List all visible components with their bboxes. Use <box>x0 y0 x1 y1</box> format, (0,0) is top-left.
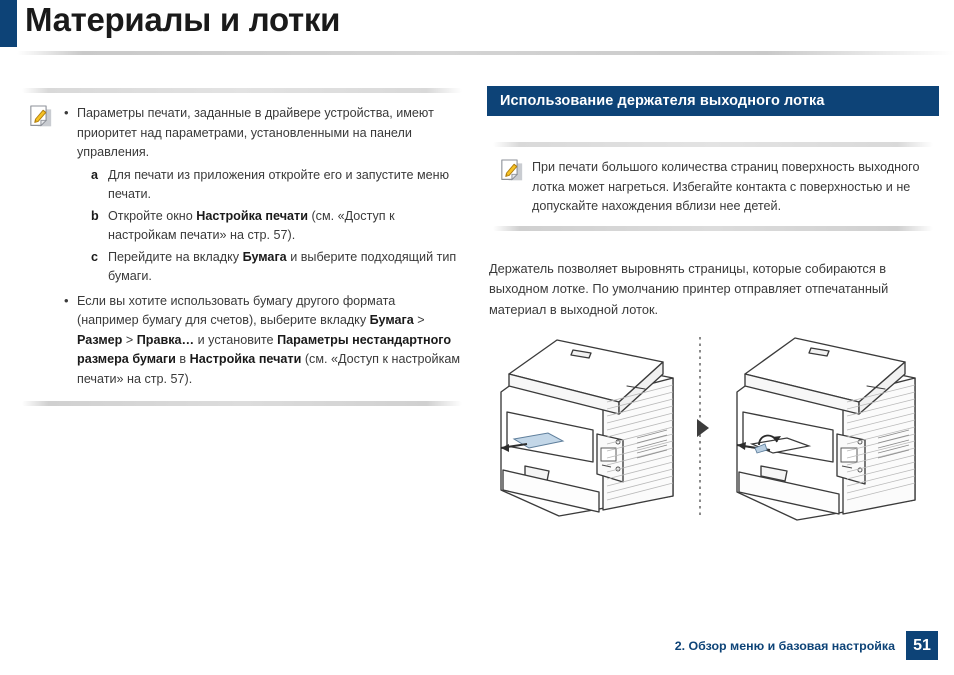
left-note-bullet-list <box>61 104 460 389</box>
emphasis: Бумага <box>369 313 414 328</box>
step-marker: a <box>91 167 99 182</box>
page-title: Материалы и лотки <box>25 1 341 38</box>
note-body <box>493 147 933 226</box>
body-paragraph: Держатель позволяет выровнять страницы, которые собираются в выходном лотке. По умолчанию принтер отправляет отпечатанный материал в выходной лоток. <box>489 260 889 317</box>
page-number-badge: 51 <box>906 631 938 660</box>
section-header-band <box>487 86 939 116</box>
step-marker: b <box>91 208 99 223</box>
list-item <box>61 292 460 390</box>
step-text: Перейдите на вкладку Бумага и выберите подходящий тип бумаги. <box>108 249 457 284</box>
left-note-box <box>16 76 468 416</box>
page-footer <box>675 631 938 660</box>
step-marker: c <box>91 249 99 264</box>
sub-step-list <box>77 166 460 287</box>
bullet-text: Параметры печати, заданные в драйвере устройства, имеют приоритет над параметрами, установленными на панели управления. <box>77 106 434 160</box>
printer-output-tray-support-open-figure <box>715 332 930 527</box>
left-column <box>16 76 468 416</box>
bullet-text: Если вы хотите использовать бумагу другого формата (например бумагу для счетов), выберите вкладку Бумага > Размер > Правка… и установите Параметры нестандартного размера бумаги в Настройка печати (см. «Доступ к настройкам печати» на стр. 57). <box>77 293 461 386</box>
header-accent-bar <box>0 0 17 47</box>
emphasis: Настройка печати <box>196 208 308 223</box>
header-divider <box>17 51 954 55</box>
list-item <box>91 248 460 287</box>
note-bottom-rule <box>493 226 933 231</box>
step-text: Для печати из приложения откройте его и запустите меню печати. <box>108 167 450 202</box>
page-header <box>0 0 954 56</box>
section-title: Использование держателя выходного лотка <box>500 93 825 109</box>
emphasis: Бумага <box>242 249 287 264</box>
printer-output-tray-support-closed-figure <box>487 330 687 525</box>
list-item <box>61 104 460 287</box>
list-item <box>91 166 460 205</box>
right-column <box>487 86 939 321</box>
right-note-box <box>487 116 939 241</box>
note-bottom-rule <box>22 401 462 406</box>
note-content: При печати большого количества страниц поверхность выходного лотка может нагреться. Избегайте контакта с поверхностью и не допускайте нахождения вблизи нее детей. <box>532 160 920 214</box>
emphasis: Размер <box>77 332 123 347</box>
emphasis: Правка… <box>136 332 195 347</box>
note-content <box>61 104 460 392</box>
illustration-group <box>487 330 942 540</box>
note-pencil-icon <box>30 105 52 129</box>
note-body <box>22 93 462 401</box>
dotted-divider-with-arrow <box>691 333 717 523</box>
list-item <box>91 207 460 246</box>
step-text: Откройте окно Настройка печати (см. «Доступ к настройкам печати» на стр. 57). <box>108 208 395 243</box>
note-pencil-icon <box>501 159 523 183</box>
emphasis: Параметры нестандартного размера бумаги <box>77 332 452 367</box>
emphasis: Настройка печати <box>189 352 302 367</box>
footer-section-label: 2. Обзор меню и базовая настройка <box>674 638 895 653</box>
